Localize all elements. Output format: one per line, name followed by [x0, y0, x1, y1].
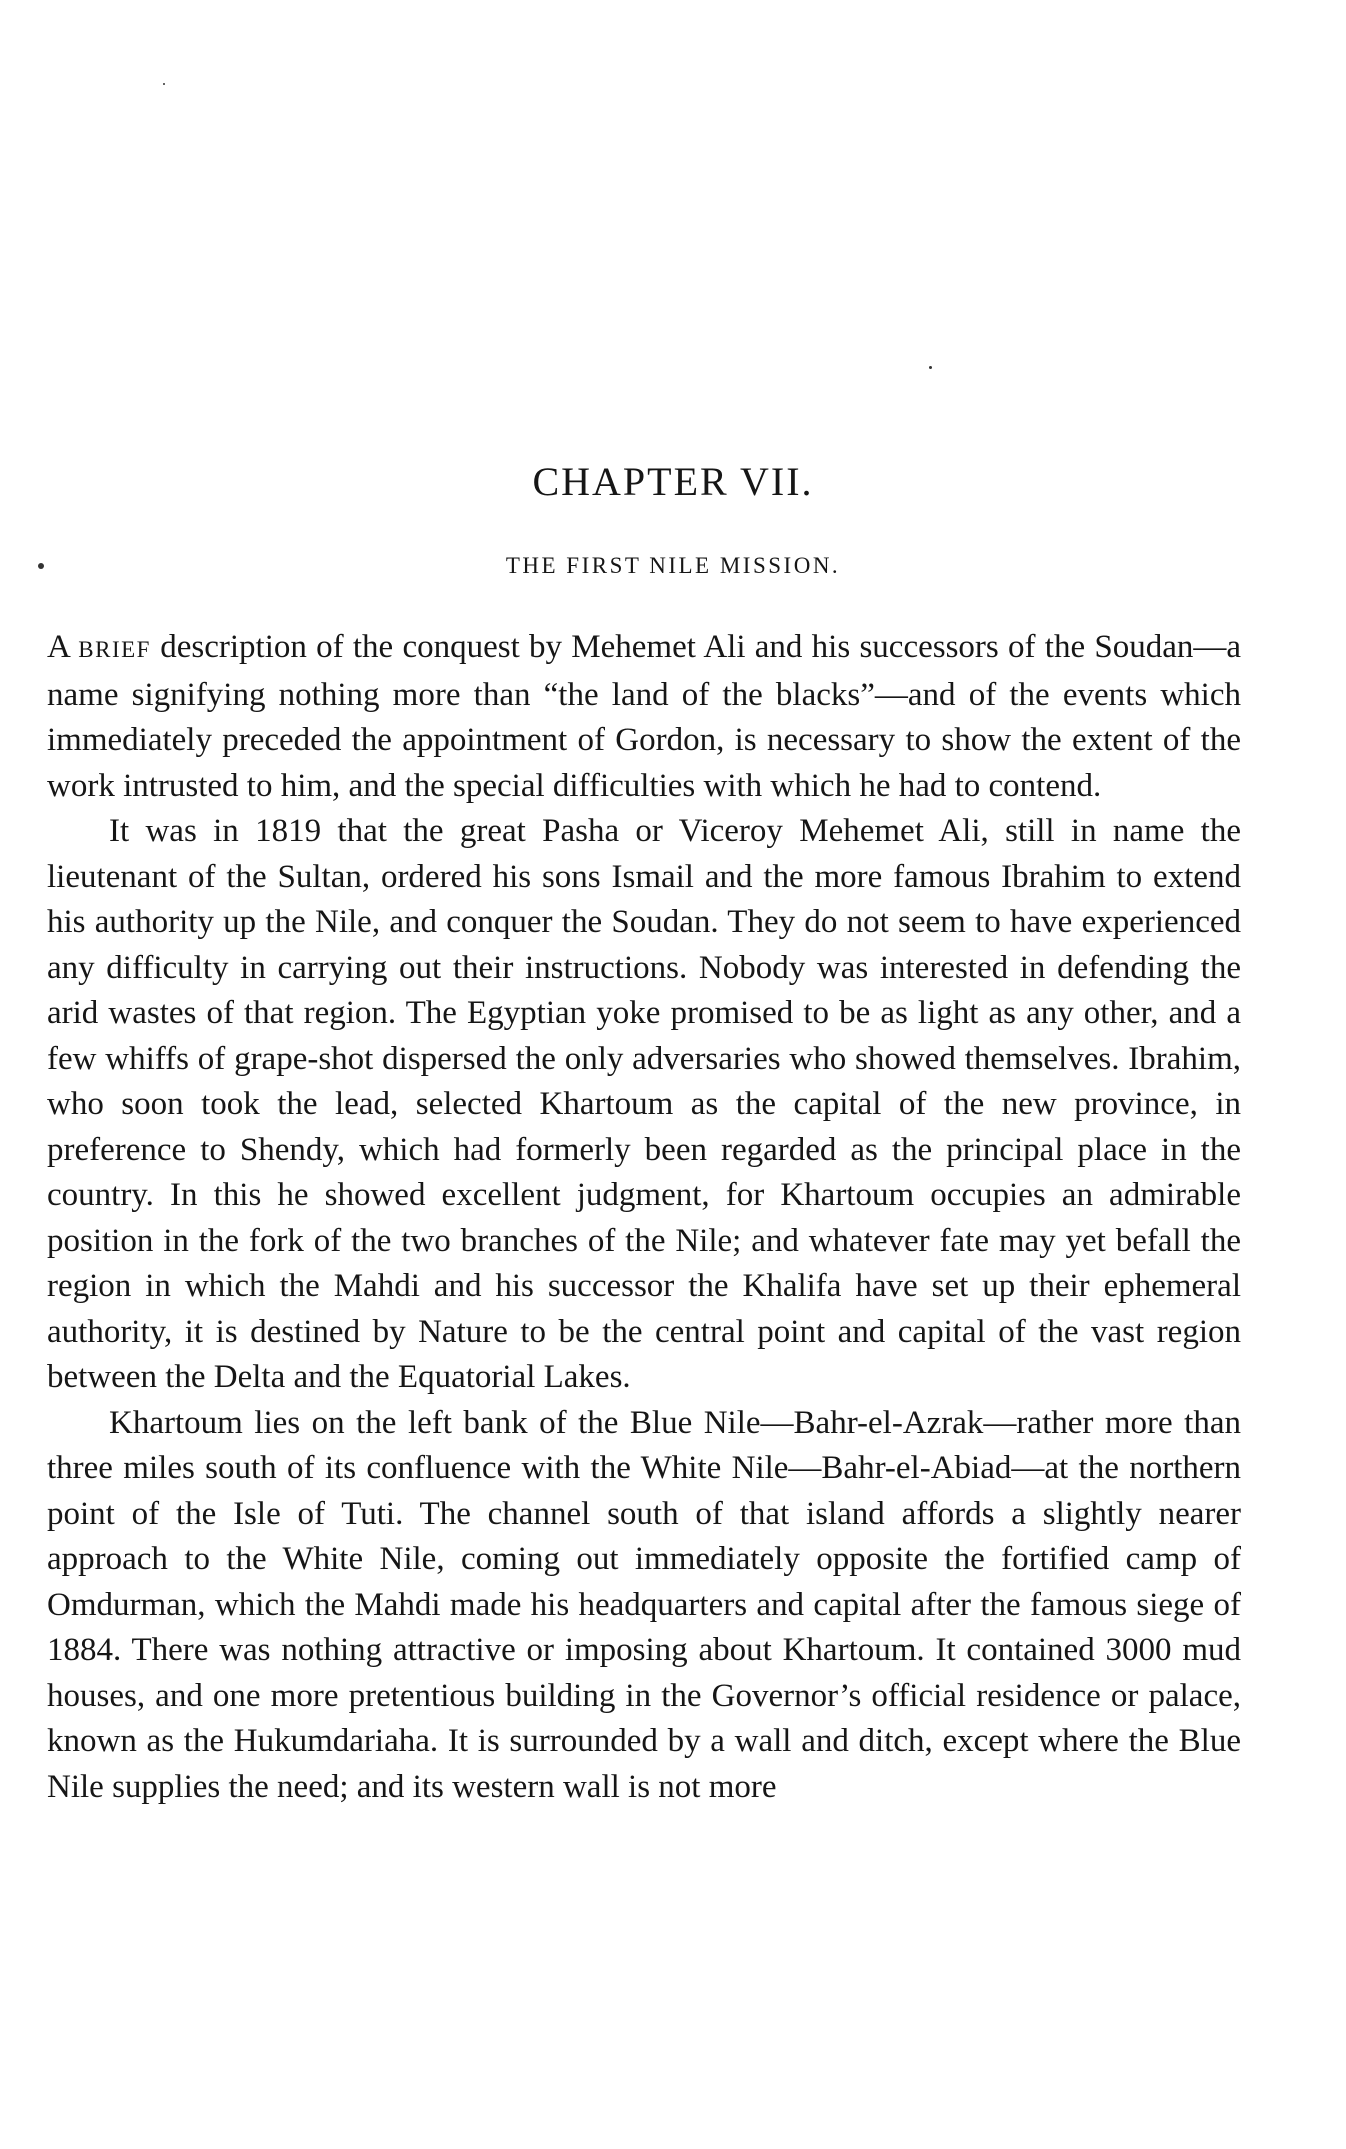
- paragraph-text: description of the conquest by Mehemet Ali and his successors of the Soudan—a name signifying nothing more than “the land of the blacks”—and of the events which immediately preceded the appointment of Gordon, is necessary to show the extent of the work intrusted to him, and the special difficulties with which he had to contend.: [47, 629, 1241, 804]
- paragraph-lead-smallcaps: BRIEF: [78, 637, 151, 662]
- chapter-title: CHAPTER VII.: [532, 459, 814, 504]
- paragraph-lead: A: [47, 629, 79, 665]
- paragraph-1: [47, 625, 1241, 809]
- paragraph-2: It was in 1819 that the great Pasha or Viceroy Mehemet Ali, still in name the lieutenant of the Sultan, ordered his sons Ismail and the more famous Ibrahim to extend his authority up the Nile, and conquer the Soudan. They do not seem to have experienced any difficulty in carrying out their instructions. Nobody was interested in defending the arid wastes of that region. The Egyptian yoke promised to be as light as any other, and a few whiffs of grape-shot dispersed the only adversaries who showed themselves. Ibrahim, who soon took the lead, selected Khartoum as the capital of the new province, in preference to Shendy, which had formerly been regarded as the principal place in the country. In this he showed excellent judgment, for Khartoum occupies an admirable position in the fork of the two branches of the Nile; and whatever fate may yet befall the region in which the Mahdi and his successor the Khalifa have set up their ephemeral authority, it is destined by Nature to be the central point and capital of the vast region between the Delta and the Equatorial Lakes.: [47, 813, 1241, 1395]
- paragraph-3: Khartoum lies on the left bank of the Blue Nile—Bahr-el-Azrak—rather more than three miles south of its confluence with the White Nile—Bahr-el-Abiad—at the northern point of the Isle of Tuti. The channel south of that island affords a slightly nearer approach to the White Nile, coming out immediately opposite the fortified camp of Omdurman, which the Mahdi made his headquarters and capital after the famous siege of 1884. There was nothing attractive or imposing about Khartoum. It contained 3000 mud houses, and one more pretentious building in the Governor’s official residence or palace, known as the Hukumdariaha. It is surrounded by a wall and ditch, except where the Blue Nile supplies the need; and its western wall is not more: [47, 1404, 1241, 1805]
- print-speck: [929, 366, 932, 369]
- print-speck: [163, 83, 165, 85]
- body-text: [47, 625, 1241, 1810]
- chapter-subtitle: THE FIRST NILE MISSION.: [505, 553, 841, 578]
